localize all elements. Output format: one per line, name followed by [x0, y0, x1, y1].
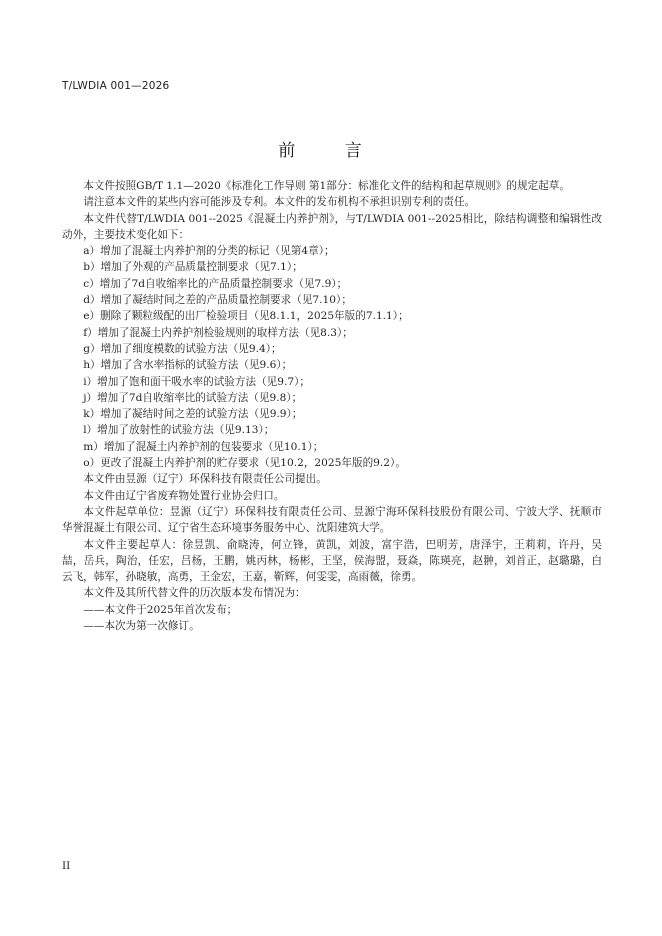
paragraph-proposer: 本文件由昱源（辽宁）环保科技有限责任公司提出。 — [83, 473, 327, 486]
page-title: 前 言 — [278, 141, 384, 161]
list-item: f）增加了混凝土内养护剂检验规则的取样方法（见8.3）； — [83, 326, 353, 339]
list-item: l）增加了放射性的试验方法（见9.13）； — [83, 424, 275, 437]
list-item: m）增加了混凝土内养护剂的包装要求（见10.1）； — [83, 440, 324, 453]
list-item: j）增加了7d自收缩率比的试验方法（见9.8）； — [83, 391, 303, 404]
list-item: o）更改了混凝土内养护剂的贮存要求（见10.2，2025年版的9.2）。 — [83, 457, 406, 470]
paragraph-drafting-rules: 本文件按照GB/T 1.1—2020《标准化工作导则 第1部分：标准化文件的结构和起草规则》的规定起草。 — [83, 180, 570, 192]
history-item: ——本次为第一次修订。 — [83, 620, 200, 633]
list-item: d）增加了凝结时间之差的产品质量控制要求（见7.10）； — [83, 294, 352, 307]
paragraph-history-intro: 本文件及其所代替文件的历次版本发布情况为： — [83, 587, 306, 600]
list-item: k）增加了凝结时间之差的试验方法（见9.9）； — [83, 408, 303, 421]
foreword-body — [62, 178, 602, 634]
technical-changes-list — [62, 243, 602, 471]
history-item: ——本文件于2025年首次发布； — [83, 603, 238, 616]
paragraph-replacement: 本文件代替T/LWDIA 001--2025《混凝土内养护剂》，与T/LWDIA 001--2025相比，除结构调整和编辑性改动外，主要技术变化如下： — [62, 212, 602, 241]
page-number: II — [62, 860, 71, 872]
paragraph-drafting-units: 本文件起草单位：昱源（辽宁）环保科技有限责任公司、昱源宁海环保科技股份有限公司、宁波大学、抚顺市华誉混凝土有限公司、辽宁省生态环境事务服务中心、沈阳建筑大学。 — [62, 505, 602, 535]
list-item: g）增加了细度模数的试验方法（见9.4）； — [83, 342, 282, 355]
list-item: i）增加了饱和面干吸水率的试验方法（见9.7）； — [83, 375, 310, 388]
list-item: b）增加了外观的产品质量控制要求（见7.1）； — [83, 261, 303, 274]
paragraph-patent-notice: 请注意本文件的某些内容可能涉及专利。本文件的发布机构不承担识别专利的责任。 — [83, 196, 476, 209]
list-item: c）增加了7d自收缩率比的产品质量控制要求（见7.9）； — [83, 277, 348, 290]
standard-code: T/LWDIA 001—2026 — [62, 80, 170, 92]
list-item: a）增加了混凝土内养护剂的分类的标记（见第4章）； — [83, 245, 335, 258]
paragraph-manager: 本文件由辽宁省废弃物处置行业协会归口。 — [83, 489, 285, 502]
paragraph-drafters: 本文件主要起草人：徐昱凯、俞晓涛，何立锋，黄凯，刘波，富宇浩，巴明芳，唐泽宇，王莉莉，许丹，吴喆，岳兵，陶治，任宏，吕杨，王鹏，姚丙林，杨彬，王坚，侯海盟，聂焱，陈瑛亮，赵翀，刘首正，赵璐璐，白云飞，韩军，孙晓敏，高勇，王金宏，王嘉，靳辉，何雯雯，高雨薇，徐勇。 — [62, 538, 602, 584]
list-item: e）删除了颗粒级配的出厂检验项目（见8.1.1，2025年版的7.1.1）； — [83, 310, 409, 323]
list-item: h）增加了含水率指标的试验方法（见9.6）； — [83, 359, 293, 372]
